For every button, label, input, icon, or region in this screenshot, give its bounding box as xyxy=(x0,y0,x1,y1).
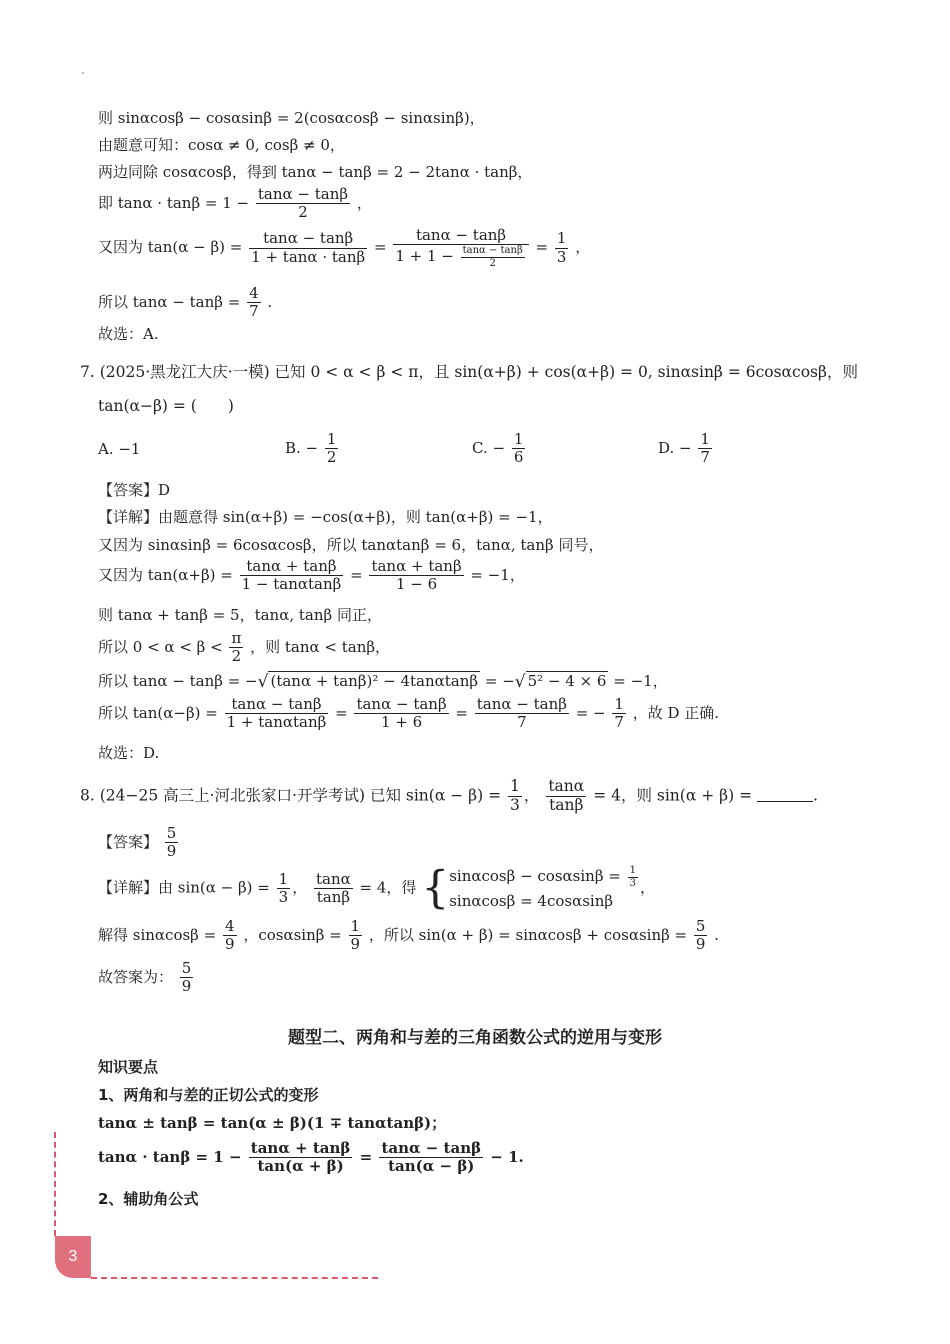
formula-tan-sum: tanα ± tanβ = tan(α ± β)(1 ∓ tanαtanβ)； xyxy=(98,1114,447,1132)
section-title: 题型二、两角和与差的三角函数公式的逆用与变形 xyxy=(288,1028,662,1048)
q7-detail-2: 又因为 sinαsinβ = 6cosαcosβ，所以 tanαtanβ = 6，tanα, tanβ 同号， xyxy=(98,536,604,554)
knowledge-item-1: 1、两角和与差的正切公式的变形 xyxy=(98,1086,319,1104)
knowledge-heading: 知识要点 xyxy=(98,1058,159,1076)
q7-detail-5: 所以 0 < α < β < $\frac{\pi}{2}$ ，则 tanα < tanβ， xyxy=(98,629,391,666)
margin-dashed-line xyxy=(54,1132,56,1236)
q7-stem-line-2: tan(α−β) = ( ) xyxy=(98,397,234,415)
knowledge-item-2: 2、辅助角公式 xyxy=(98,1190,199,1208)
prev-line-4: 即 tanα · tanβ = 1 − $\frac{\tan\alpha - \tan\beta}{2}$ ， xyxy=(98,185,372,222)
equation-system: sinαcosβ − cosαsinβ = $\frac{1}{3}$ sinαcosβ = 4cosαsinβ xyxy=(449,865,636,910)
q8-stem: 8. (24−25 高三上·河北张家口·开学考试) 已知 sin(α − β) = $\frac{1}{3}$ ， $\frac{\tan\alpha}{\tan\beta}$ = 4，则 sin(α + β) = . xyxy=(80,777,818,814)
q7-detail-7: 所以 tan(α−β) = $\frac{\tan\alpha - \tan\beta}{1 + \tan\alpha\tan\beta}$ = $\frac{\tan\alpha - \tan\beta}{1 + 6}$ = $\frac{\tan\alpha - \tan\beta}{7}$ = − $\frac{1}{7}$ ，故 D 正确. xyxy=(98,695,720,732)
q7-option-c: C. − $\frac{1}{6}$ xyxy=(472,430,524,467)
q7-detail-1: 【详解】由题意得 sin(α+β) = −cos(α+β)，则 tan(α+β) = −1， xyxy=(98,508,553,526)
q7-detail-6: 所以 tanα − tanβ = −√ (tanα + tanβ)² − 4tanαtanβ = −√ 5² − 4 × 6 = −1， xyxy=(98,672,668,692)
page-number: 3 xyxy=(55,1236,91,1278)
prev-line-3: 两边同除 cosαcosβ，得到 tanα − tanβ = 2 − 2tanα · tanβ， xyxy=(98,163,533,181)
q8-detail-2: 解得 sinαcosβ = $\frac{4}{9}$ ，cosαsinβ = $\frac{1}{9}$ ，所以 sin(α + β) = sinαcosβ + cosαsinβ = $\frac{5}{9}$ . xyxy=(98,917,720,954)
page-speck xyxy=(82,72,84,74)
q7-conclusion: 故选：D. xyxy=(98,744,160,762)
q7-detail-4: 则 tanα + tanβ = 5，tanα, tanβ 同正， xyxy=(98,606,382,624)
q7-option-a: A. −1 xyxy=(98,440,141,458)
q8-detail-1: 【详解】由 sin(α − β) = $\frac{1}{3}$ ， $\frac{\tan\alpha}{\tan\beta}$ = 4，得 { sinαcosβ − cosαsinβ = $\frac{1}{3}$ sinαcosβ = 4cosαsinβ ， xyxy=(98,862,656,914)
prev-line-6: 所以 tanα − tanβ = $\frac{4}{7}$ . xyxy=(98,284,273,321)
q7-option-b: B. − $\frac{1}{2}$ xyxy=(285,430,337,467)
prev-conclusion: 故选：A. xyxy=(98,325,159,343)
answer-blank xyxy=(757,787,813,802)
q8-detail-3: 故答案为： $\frac{5}{9}$ xyxy=(98,959,192,996)
q7-option-d: D. − $\frac{1}{7}$ xyxy=(658,430,710,467)
prev-line-5: 又因为 tan(α − β) = $\frac{\tan\alpha - \tan\beta}{1 + \tan\alpha \cdot \tan\beta}$ = tanα − tanβ 1 + 1 − $\frac{\tan\alpha - \tan\beta}{2}$ = $\frac{1}{3}$ ， xyxy=(98,226,591,269)
prev-line-1: 则 sinαcosβ − cosαsinβ = 2(cosαcosβ − sinαsinβ)， xyxy=(98,109,485,127)
q7-detail-3: 又因为 tan(α+β) = $\frac{\tan\alpha + \tan\beta}{1 - \tan\alpha\tan\beta}$ = $\frac{\tan\alpha + \tan\beta}{1 - 6}$ = −1， xyxy=(98,557,525,594)
formula-tan-product: tanα · tanβ = 1 − $\frac{\tan\alpha + \tan\beta}{\tan(\alpha + \beta)}$ = $\frac{\tan\alpha - \tan\beta}{\tan(\alpha - \beta)}$ − 1. xyxy=(98,1139,524,1176)
q8-answer: 【答案】 $\frac{5}{9}$ xyxy=(98,824,177,861)
q7-stem-line-1: 7. (2025·黑龙江大庆·一模) 已知 0 < α < β < π，且 sin(α+β) + cos(α+β) = 0, sinαsinβ = 6cosαcosβ，则 xyxy=(80,363,858,381)
q7-answer: 【答案】D xyxy=(98,481,171,499)
footer-dashed-line xyxy=(91,1277,378,1279)
prev-line-2: 由题意可知：cosα ≠ 0, cosβ ≠ 0， xyxy=(98,136,345,154)
